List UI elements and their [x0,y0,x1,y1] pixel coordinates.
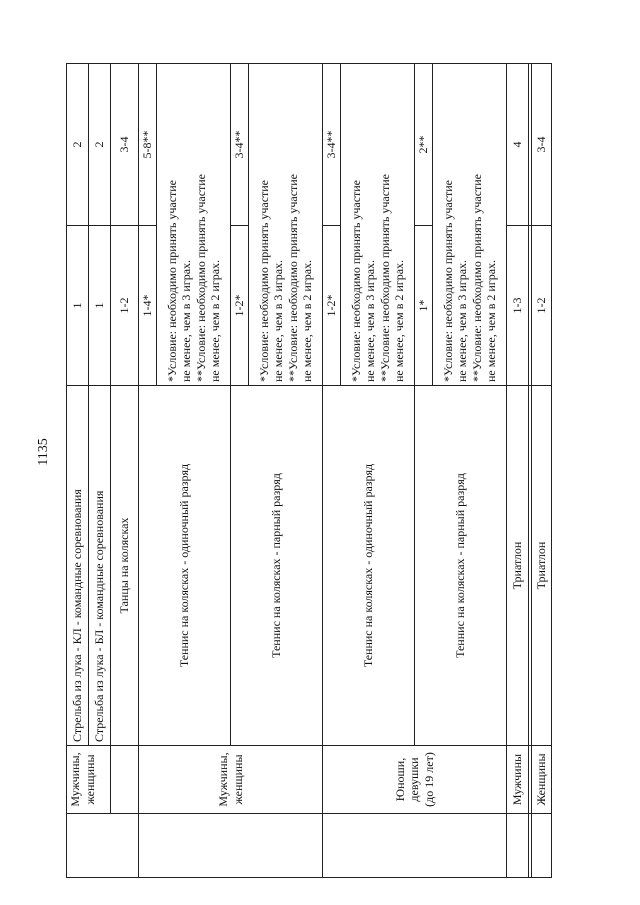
group-cell-women: Женщины [532,746,552,814]
condition-note: *Условие: необходимо принять участие не менее, чем в 3 играх. **Условие: необходимо принять участие не менее, чем в 2 играх. [157,64,231,386]
empty-cell [111,746,139,814]
condition-note: *Условие: необходимо принять участие не менее, чем в 3 играх. **Условие: необходимо принять участие не менее, чем в 2 играх. [341,64,415,386]
table-row [323,64,341,878]
group-cell-men-women: Мужчины, женщины [139,746,323,814]
empty-cell [139,814,323,878]
empty-cell [507,814,529,878]
condition-note: *Условие: необходимо принять участие не менее, чем в 3 играх. **Условие: необходимо принять участие не менее, чем в 2 играх. [249,64,323,386]
place-value: 1-3 [507,226,529,386]
place-value: 1-2* [231,226,249,386]
empty-cell [323,814,507,878]
empty-cell [67,814,139,878]
table-row [532,64,552,878]
sport-name: Теннис на колясках - одиночный разряд [139,386,231,746]
place-value: 1 [67,226,89,386]
empty-cell [532,814,552,878]
place-value: 2** [415,64,433,226]
place-value: 1* [415,226,433,386]
place-value: 1-4* [139,226,157,386]
place-value: 3-4 [111,64,139,226]
sport-name: Триатлон [507,386,529,746]
place-value: 1-2 [111,226,139,386]
place-value: 5-8** [139,64,157,226]
rotated-table-container [66,64,558,878]
place-value: 1 [89,226,111,386]
table-row [139,64,157,878]
group-cell-men: Мужчины [507,746,529,814]
sport-name: Танцы на колясках [111,386,139,746]
sport-name: Триатлон [532,386,552,746]
sport-name: Теннис на колясках - парный разряд [415,386,507,746]
place-value: 3-4** [323,64,341,226]
place-value: 4 [507,64,529,226]
sport-name: Теннис на колясках - одиночный разряд [323,386,415,746]
group-cell-youth: Юноши, девушки (до 19 лет) [323,746,507,814]
sports-ranking-table [66,63,552,878]
group-cell-men-women: Мужчины, женщины [67,746,111,814]
table-row [507,64,529,878]
condition-note: *Условие: необходимо принять участие не менее, чем в 3 играх. **Условие: необходимо принять участие не менее, чем в 2 играх. [433,64,507,386]
sport-name: Теннис на колясках - парный разряд [231,386,323,746]
place-value: 3-4 [532,64,552,226]
table-row [67,64,89,878]
place-value: 3-4** [231,64,249,226]
place-value: 2 [67,64,89,226]
place-value: 2 [89,64,111,226]
sport-name: Стрельба из лука - КЛ - командные соревнования [67,386,89,746]
page-number: 1135 [36,438,51,466]
place-value: 1-2* [323,226,341,386]
place-value: 1-2 [532,226,552,386]
sport-name: Стрельба из лука - БЛ - командные соревнования [89,386,111,746]
table-row [111,64,139,878]
